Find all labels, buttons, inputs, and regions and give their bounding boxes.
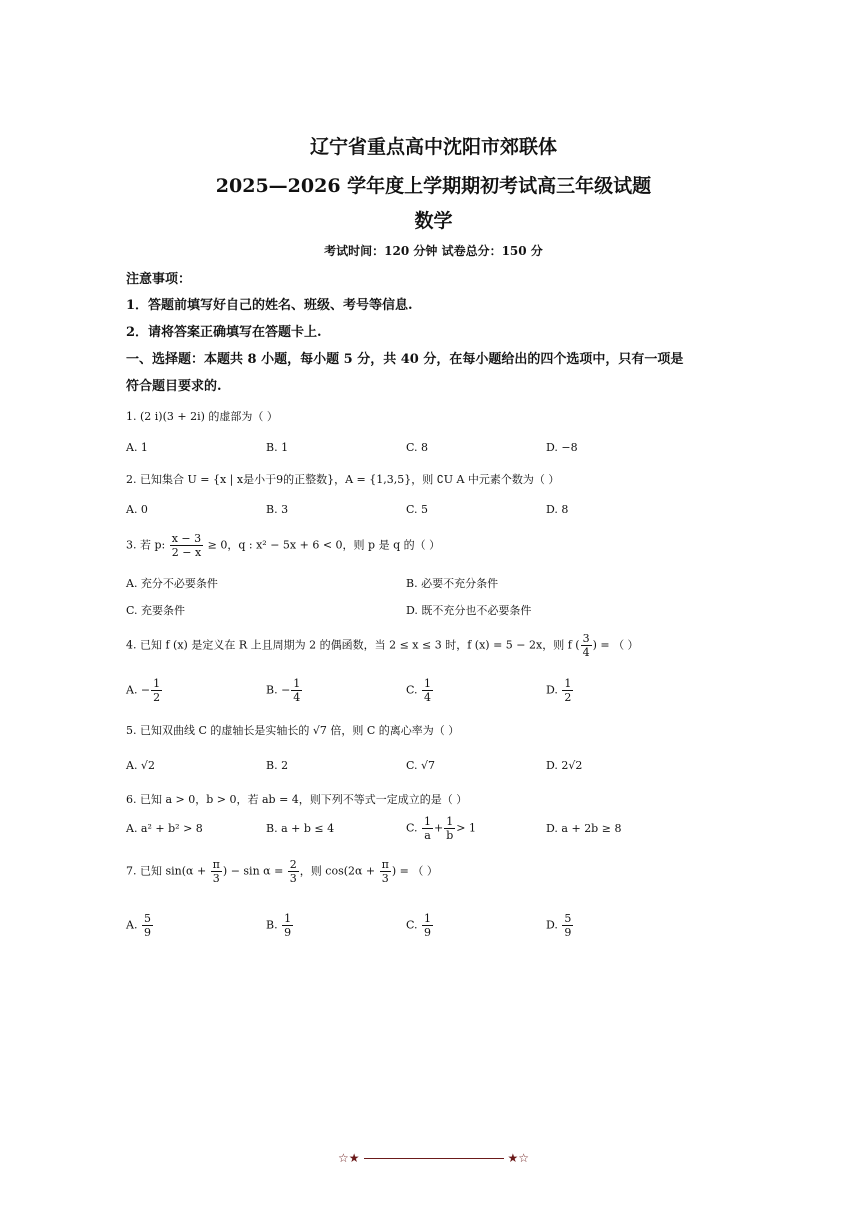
question-3-option-d: D. 既不充分也不必要条件: [406, 604, 532, 617]
option-numerator: 1: [424, 815, 432, 828]
question-2-option-b: B. 3: [266, 503, 289, 516]
rhs-denominator: 3: [289, 872, 297, 885]
option-fraction: [291, 677, 302, 704]
pi-over-3: [211, 858, 222, 885]
question-6-option-c: C. $\frac{1}{a}$ + $\frac{1}{b}$ > 1: [406, 815, 477, 842]
question-1-option-d: D. −8: [546, 441, 578, 454]
option-prefix: A.: [126, 918, 141, 932]
option-denominator: 2: [153, 691, 161, 704]
question-7-option-a: [126, 912, 154, 939]
option-prefix: B.: [266, 918, 282, 932]
option-fraction: [422, 677, 433, 704]
option-denominator: 9: [564, 926, 572, 939]
question-1-option-c: C. 8: [406, 441, 429, 454]
question-6-option-a: A. a² + b² > 8: [126, 822, 203, 835]
question-4-stem-prefix: 4. 已知 f (x) 是定义在 R 上且周期为 2 的偶函数，当 2 ≤ x ≤ 3 时，f (x) = 5 − 2x，则 f (: [126, 638, 580, 652]
option-numerator: 1: [284, 912, 292, 925]
stem-mid-2: ，则 cos(2α +: [299, 864, 379, 878]
rhs-fraction: [288, 858, 299, 885]
option-numerator: 1: [444, 815, 455, 829]
option-fraction: [422, 912, 433, 939]
option-denominator: 2: [564, 691, 572, 704]
pi-symbol: π: [212, 858, 220, 871]
question-5-option-d: D. 2√2: [546, 759, 583, 772]
option-denominator: 9: [284, 926, 292, 939]
question-7-option-c: [406, 912, 434, 939]
question-2-option-a: A. 0: [126, 503, 148, 516]
question-3-stem-prefix: 3. 若 p:: [126, 538, 169, 552]
option-numerator: 5: [143, 912, 151, 925]
question-2-stem: 2. 已知集合 U = {x | x是小于9的正整数}，A = {1,3,5}，则 ∁U A 中元素个数为（ ）: [126, 473, 560, 486]
option-fraction-2: [444, 815, 455, 842]
option-numerator: 1: [424, 912, 432, 925]
rhs-numerator: 2: [289, 858, 297, 871]
denominator-3: 3: [381, 872, 389, 885]
question-2-option-d: D. 8: [546, 503, 569, 516]
title-exam: 2025—2026 学年度上学期期初考试高三年级试题: [215, 175, 652, 197]
question-6-option-b: B. a + b ≤ 4: [266, 822, 335, 835]
question-3-option-b: B. 必要不充分条件: [406, 577, 499, 590]
option-numerator: 1: [153, 677, 161, 690]
stem-mid: ) − sin α =: [222, 864, 287, 878]
question-4-fraction-denominator: 4: [582, 646, 590, 659]
question-4-option-c: [406, 677, 434, 704]
option-fraction: [142, 912, 153, 939]
question-5-option-b: B. 2: [266, 759, 289, 772]
option-numerator: 1: [424, 677, 432, 690]
option-fraction: [151, 677, 162, 704]
question-1-stem: 1. (2 i)(3 + 2i) 的虚部为（ ）: [126, 410, 278, 423]
option-denominator: 4: [424, 691, 432, 704]
option-fraction: [562, 677, 573, 704]
option-tail: > 1: [456, 821, 477, 835]
title-school: 辽宁省重点高中沈阳市郊联体: [309, 136, 557, 158]
notes-item-2: 2．请将答案正确填写在答题卡上.: [126, 325, 322, 340]
question-3-fraction-denominator: 2 − x: [171, 546, 202, 559]
question-5-option-a: A. √2: [126, 759, 155, 772]
title-subject: 数学: [414, 210, 453, 232]
question-3-stem: [126, 532, 440, 559]
notes-item-1: 1．答题前填写好自己的姓名、班级、考号等信息.: [126, 298, 413, 313]
option-numerator: 1: [293, 677, 301, 690]
question-7-option-d: [546, 912, 574, 939]
question-3-option-c: C. 充要条件: [126, 604, 186, 617]
question-3-stem-suffix: ≥ 0，q : x² − 5x + 6 < 0，则 p 是 q 的（ ）: [204, 538, 441, 552]
option-numerator: 5: [564, 912, 572, 925]
option-prefix: C.: [406, 821, 418, 835]
notes-heading: 注意事项：: [126, 272, 192, 287]
option-prefix: D.: [546, 683, 562, 697]
question-4-fraction: [581, 632, 592, 659]
question-4-stem-suffix: ) = （ ）: [592, 638, 639, 652]
denominator-3: 3: [212, 872, 220, 885]
question-5-option-c: C. √7: [406, 759, 436, 772]
question-5-stem: 5. 已知双曲线 C 的虚轴长是实轴长的 √7 倍，则 C 的离心率为（ ）: [126, 724, 460, 737]
question-6-stem: 6. 已知 a > 0，b > 0，若 ab = 4，则下列不等式一定成立的是（ ）: [126, 793, 468, 806]
question-4-option-b: [266, 677, 303, 704]
question-2-option-c: C. 5: [406, 503, 429, 516]
stem-tail: ) = （ ）: [391, 864, 438, 878]
question-3-fraction-numerator: x − 3: [171, 532, 202, 545]
exam-info: 考试时间：120 分钟 试卷总分：150 分: [324, 244, 543, 258]
question-3-fraction: [170, 532, 203, 559]
option-denominator: a: [424, 829, 431, 842]
option-prefix: D.: [546, 918, 562, 932]
footer-stars-left: ☆★: [337, 1151, 360, 1165]
option-denominator: b: [446, 829, 454, 842]
question-4-option-d: [546, 677, 574, 704]
pi-symbol: π: [381, 858, 389, 871]
question-4-option-a: [126, 677, 163, 704]
question-3-option-a: A. 充分不必要条件: [126, 577, 218, 590]
section-heading-line-2: 符合题目要求的.: [126, 379, 222, 394]
option-prefix: A. −: [126, 683, 151, 697]
footer-stars-right: ★☆: [507, 1151, 530, 1165]
option-prefix: B. −: [266, 683, 291, 697]
question-7-option-b: [266, 912, 294, 939]
option-prefix: C.: [406, 918, 422, 932]
section-heading-line-1: 一、选择题：本题共 8 小题，每小题 5 分，共 40 分，在每小题给出的四个选项中，只有一项是: [126, 352, 684, 367]
option-denominator: 9: [424, 926, 432, 939]
question-4-stem: [126, 632, 639, 659]
option-fraction: [282, 912, 293, 939]
question-7-stem: [126, 858, 438, 885]
question-4-fraction-numerator: 3: [582, 632, 590, 645]
option-fraction: [562, 912, 573, 939]
option-denominator: 4: [293, 691, 301, 704]
page-footer: [0, 1151, 867, 1165]
pi-over-3-b: [380, 858, 391, 885]
question-1-option-b: B. 1: [266, 441, 289, 454]
option-prefix: C.: [406, 683, 422, 697]
option-denominator: 9: [143, 926, 151, 939]
question-6-option-d: D. a + 2b ≥ 8: [546, 822, 622, 835]
option-numerator: 1: [564, 677, 572, 690]
stem-prefix: 7. 已知 sin(α +: [126, 864, 210, 878]
question-1-option-a: A. 1: [126, 441, 148, 454]
option-fraction-1: [422, 815, 433, 842]
footer-divider: [364, 1158, 504, 1159]
